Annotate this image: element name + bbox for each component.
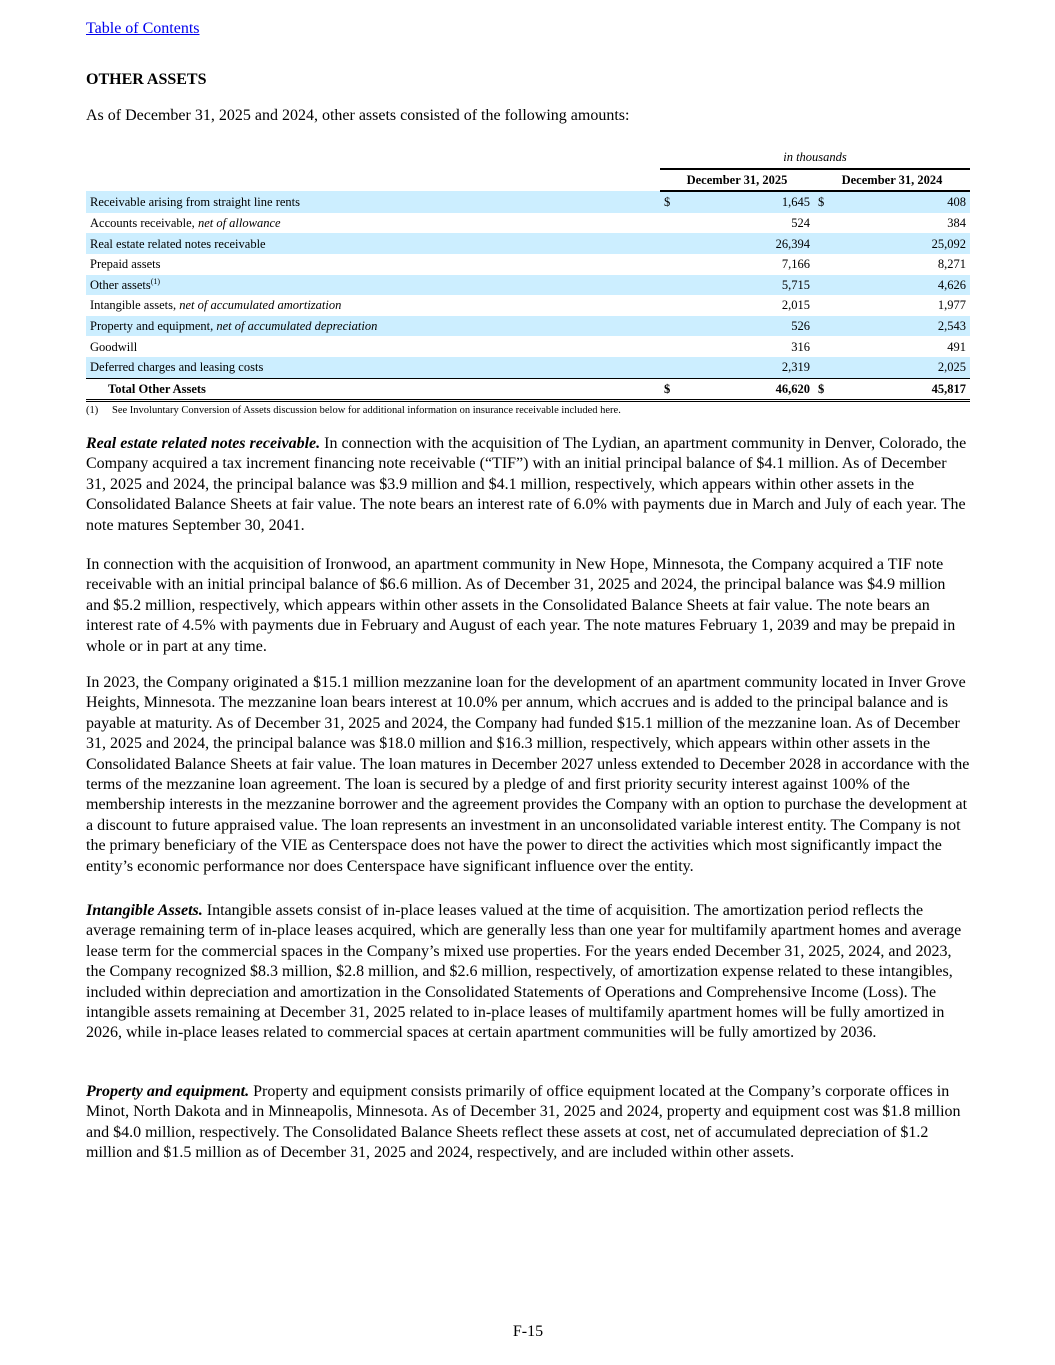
column-header-2025: December 31, 2025 [660, 169, 814, 192]
total-label: Total Other Assets [86, 378, 660, 401]
currency-2025: $ [660, 191, 684, 213]
value-2024: 384 [947, 216, 966, 231]
value-2024: 8,271 [937, 257, 966, 272]
currency-2025 [660, 275, 684, 296]
currency-2024 [814, 213, 838, 234]
footnote-text: See Involuntary Conversion of Assets discussion below for additional information on insurance receivable included here. [112, 405, 621, 416]
footnote-ref: (1) [150, 276, 161, 286]
total-row [86, 378, 970, 401]
row-label [86, 316, 660, 337]
value-2025: 2,015 [781, 298, 810, 313]
currency-2025 [660, 233, 684, 254]
total-value-2025: 46,620 [684, 378, 814, 401]
paragraph-text: Property and equipment consists primarily of office equipment located at the Company’s corporate offices in Minot, North Dakota and in Minneapolis, Minnesota. As of December 31, 2025 and 2024, property and equipment cost was $1.8 million and $4.0 million, respectively. The Consolidated Balance Sheets reflect these assets at cost, net of accumulated depreciation of $1.2 million and $1.5 million as of December 31, 2025 and 2024, respectively, and are included within other assets. [86, 1083, 961, 1162]
row-label [86, 336, 660, 357]
currency-2025 [660, 316, 684, 337]
paragraph-text: In 2023, the Company originated a $15.1 million mezzanine loan for the development of an apartment community located in Inver Grove Heights, Minnesota. The mezzanine loan bears interest at 10.0% per annum, which accrues and is added to the principal balance and is payable at maturity. As of December 31, 2025 and 2024, the Company had funded $15.1 million of the mezzanine loan. As of December 31, 2025 and 2024, the principal balance was $18.0 million and $16.3 million, respectively, which appears within other assets in the Consolidated Balance Sheets at fair value. The loan matures in December 2027 unless extended to December 2028 in accordance with the terms of the mezzanine loan agreement. The loan is secured by a pledge of and first priority security interest against 100% of the membership interests in the mezzanine borrower and the agreement provides the Company with an option to purchase the development at a discount to future appraised value. The loan represents an investment in an unconsolidated variable interest entity. The Company is not the primary beneficiary of the VIE as Centerspace does not have the power to direct the activities which most significantly impact the entity’s economic performance nor does Centerspace have significant influence over the entity. [86, 674, 970, 875]
value-2025: 26,394 [684, 233, 814, 254]
row-label [86, 295, 660, 316]
value-2024: 1,977 [937, 298, 966, 313]
currency-2025 [660, 357, 684, 378]
currency-2025 [660, 336, 684, 357]
value-2024: 491 [947, 339, 966, 354]
table-footnote [86, 405, 970, 416]
row-label-text: Deferred charges and leasing costs [90, 360, 264, 375]
row-label-qualifier: net of accumulated amortization [179, 298, 342, 313]
value-2024: 2,025 [838, 357, 970, 378]
row-label [86, 191, 660, 213]
currency-2024 [814, 336, 838, 357]
value-2025: 5,715 [684, 275, 814, 296]
row-label-text: Real estate related notes receivable [90, 236, 266, 251]
page-number: F-15 [512, 1323, 544, 1340]
row-label-text: Prepaid assets [90, 257, 161, 272]
row-label [86, 213, 660, 234]
paragraph-text: In connection with the acquisition of The Lydian, an apartment community in Denver, Colorado, the Company acquired a tax increment financing note receivable (“TIF”) with an initial principal balance of $4.1 million. As of December 31, 2025 and 2024, the principal balance was $3.9 million and $4.1 million, respectively, which appears within other assets in the Consolidated Balance Sheets at fair value. The note bears an interest rate of 6.0% with payments due in March and July of each year. The note matures September 30, 2041. [86, 435, 967, 534]
units-label: in thousands [660, 147, 970, 169]
row-label [86, 275, 660, 296]
paragraph-property-equipment [86, 1082, 970, 1164]
table-row [86, 336, 970, 357]
currency-2024 [814, 254, 838, 275]
paragraph-text: In connection with the acquisition of Ironwood, an apartment community in New Hope, Minnesota, the Company acquired a TIF note receivable with an initial principal balance of $6.6 million. As of December 31, 2025 and 2024, the principal balance was $4.9 million and $5.2 million, respectively, which appears within other assets in the Consolidated Balance Sheets at fair value. The note bears an interest rate of 4.5% with payments due in February and August of each year. The note matures February 1, 2039 and may be prepaid in whole or in part at any time. [86, 556, 956, 655]
currency-2025 [660, 213, 684, 234]
value-2025: 526 [684, 316, 814, 337]
footnote-mark: (1) [86, 405, 99, 416]
value-2024: 4,626 [838, 275, 970, 296]
paragraph-mezzanine-loan [86, 673, 970, 877]
paragraph-intangible-assets [86, 901, 970, 1044]
section-intro: As of December 31, 2025 and 2024, other assets consisted of the following amounts: [86, 107, 630, 124]
currency-2024 [814, 275, 838, 296]
other-assets-table [86, 147, 970, 402]
table-row [86, 357, 970, 378]
total-value-2024: 45,817 [838, 378, 970, 401]
value-2025: 2,319 [684, 357, 814, 378]
table-row [86, 191, 970, 213]
row-label-qualifier: net of allowance [197, 216, 281, 231]
value-2024: 2,543 [838, 316, 970, 337]
table-row [86, 254, 970, 275]
table-of-contents-link[interactable]: Table of Contents [86, 20, 200, 37]
value-2024: 408 [838, 191, 970, 213]
currency-2024 [814, 295, 838, 316]
row-label-text: Receivable arising from straight line rents [90, 194, 301, 209]
row-label-text: Accounts receivable, [90, 216, 198, 231]
paragraph-lead: Property and equipment. [86, 1083, 250, 1100]
paragraph-text: Intangible assets consist of in-place leases valued at the time of acquisition. The amortization period reflects the average remaining term of in-place leases acquired, which are generally less than one year for multifamily apartment homes and average lease term for the commercial spaces in the Company’s mixed use properties. For the years ended December 31, 2025, 2024, and 2023, the Company recognized $8.3 million, $2.8 million, and $2.6 million, respectively, of amortization expense related to these intangibles, included within depreciation and amortization in the Consolidated Statements of Operations and Comprehensive Income (Loss). The intangible assets remaining at December 31, 2025 related to in-place leases of multifamily apartment homes will be fully amortized in 2026, while in-place leases related to commercial spaces at certain apartment communities will be fully amortized by 2036. [86, 902, 962, 1042]
table-row [86, 213, 970, 234]
currency-2025 [660, 254, 684, 275]
row-label-qualifier: net of accumulated depreciation [216, 319, 378, 334]
total-currency-2024: $ [814, 378, 838, 401]
paragraph-lead: Real estate related notes receivable. [86, 435, 321, 452]
row-label [86, 357, 660, 378]
column-header-2024: December 31, 2024 [814, 169, 970, 192]
table-row [86, 316, 970, 337]
units-row [86, 147, 970, 169]
row-label-text: Goodwill [90, 339, 138, 354]
table-row [86, 275, 970, 296]
value-2025: 316 [791, 339, 810, 354]
row-label [86, 254, 660, 275]
value-2025: 1,645 [684, 191, 814, 213]
row-label-text: Property and equipment, [90, 319, 217, 334]
paragraph-lead: Intangible Assets. [86, 902, 203, 919]
total-currency-2025: $ [660, 378, 684, 401]
currency-2024 [814, 316, 838, 337]
row-label-text: Intangible assets, [90, 298, 180, 313]
header-row [86, 169, 970, 192]
row-label-text: Other assets [90, 277, 151, 292]
value-2024: 25,092 [838, 233, 970, 254]
value-2025: 524 [791, 216, 810, 231]
paragraph-ironwood [86, 555, 970, 657]
section-title: OTHER ASSETS [86, 71, 207, 88]
paragraph-notes-receivable [86, 434, 970, 536]
currency-2024: $ [814, 191, 838, 213]
currency-2024 [814, 233, 838, 254]
row-label [86, 233, 660, 254]
value-2025: 7,166 [781, 257, 810, 272]
table-row [86, 295, 970, 316]
currency-2025 [660, 295, 684, 316]
table-row [86, 233, 970, 254]
currency-2024 [814, 357, 838, 378]
